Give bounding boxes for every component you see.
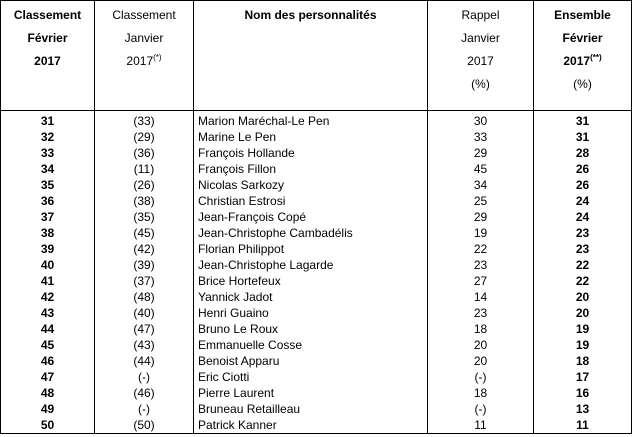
prev-rank-cell: (37)	[95, 273, 194, 289]
name-cell: Pierre Laurent	[194, 385, 428, 401]
total-cell: 22	[534, 257, 632, 273]
prev-rank-cell: (29)	[95, 129, 194, 145]
jan-recall-cell: 29	[428, 145, 534, 161]
jan-recall-cell: 23	[428, 257, 534, 273]
name-cell: Jean-Christophe Lagarde	[194, 257, 428, 273]
table-row	[1, 385, 632, 401]
total-cell: 26	[534, 161, 632, 177]
prev-rank-cell: (39)	[95, 257, 194, 273]
total-cell: 11	[534, 417, 632, 434]
header-text: Février	[562, 31, 603, 45]
jan-recall-cell: 34	[428, 177, 534, 193]
total-cell: 24	[534, 209, 632, 225]
total-cell: 31	[534, 129, 632, 145]
name-cell: Yannick Jadot	[194, 289, 428, 305]
header-text: (%)	[471, 77, 490, 91]
header-text: Ensemble	[554, 8, 611, 22]
jan-recall-cell: (-)	[428, 369, 534, 385]
jan-recall-cell: 20	[428, 337, 534, 353]
prev-rank-cell: (38)	[95, 193, 194, 209]
jan-recall-cell: 11	[428, 417, 534, 434]
prev-rank-cell: (47)	[95, 321, 194, 337]
prev-rank-cell: (36)	[95, 145, 194, 161]
table-row	[1, 401, 632, 417]
rank-cell: 48	[1, 385, 95, 401]
footnote-marker: (**)	[590, 53, 602, 62]
header-rank-jan	[95, 1, 194, 111]
table-header-row	[1, 1, 632, 111]
rank-cell: 35	[1, 177, 95, 193]
header-text: 2017	[126, 54, 154, 68]
rank-cell: 47	[1, 369, 95, 385]
rank-cell: 39	[1, 241, 95, 257]
prev-rank-cell: (-)	[95, 401, 194, 417]
prev-rank-cell: (11)	[95, 161, 194, 177]
header-jan-recall	[428, 1, 534, 111]
name-cell: Benoist Apparu	[194, 353, 428, 369]
table-row	[1, 289, 632, 305]
rank-cell: 44	[1, 321, 95, 337]
header-rank-feb	[1, 1, 95, 111]
name-cell: Bruneau Retailleau	[194, 401, 428, 417]
prev-rank-cell: (26)	[95, 177, 194, 193]
name-cell: Emmanuelle Cosse	[194, 337, 428, 353]
name-cell: Henri Guaino	[194, 305, 428, 321]
prev-rank-cell: (33)	[95, 111, 194, 130]
jan-recall-cell: 19	[428, 225, 534, 241]
prev-rank-cell: (43)	[95, 337, 194, 353]
name-cell: Nicolas Sarkozy	[194, 177, 428, 193]
jan-recall-cell: 27	[428, 273, 534, 289]
header-text: Février	[27, 31, 68, 45]
header-text: Classement	[13, 8, 82, 22]
prev-rank-cell: (-)	[95, 369, 194, 385]
prev-rank-cell: (48)	[95, 289, 194, 305]
rank-cell: 31	[1, 111, 95, 130]
name-cell: Jean-Christophe Cambadélis	[194, 225, 428, 241]
prev-rank-cell: (45)	[95, 225, 194, 241]
jan-recall-cell: 23	[428, 305, 534, 321]
table-row	[1, 273, 632, 289]
total-cell: 20	[534, 305, 632, 321]
table-row	[1, 417, 632, 434]
table-row	[1, 241, 632, 257]
jan-recall-cell: 30	[428, 111, 534, 130]
table-row	[1, 111, 632, 130]
rank-cell: 34	[1, 161, 95, 177]
prev-rank-cell: (40)	[95, 305, 194, 321]
total-cell: 19	[534, 321, 632, 337]
jan-recall-cell: 20	[428, 353, 534, 369]
jan-recall-cell: 22	[428, 241, 534, 257]
header-text: 2017	[34, 54, 61, 68]
total-cell: 23	[534, 241, 632, 257]
header-text: Janvier	[124, 31, 164, 45]
header-text: (%)	[573, 77, 592, 91]
prev-rank-cell: (44)	[95, 353, 194, 369]
rank-cell: 43	[1, 305, 95, 321]
table-row	[1, 225, 632, 241]
table-row	[1, 305, 632, 321]
prev-rank-cell: (35)	[95, 209, 194, 225]
rank-cell: 50	[1, 417, 95, 434]
total-cell: 22	[534, 273, 632, 289]
rank-cell: 40	[1, 257, 95, 273]
header-text: Rappel	[461, 8, 500, 22]
total-cell: 19	[534, 337, 632, 353]
total-cell: 16	[534, 385, 632, 401]
table-row	[1, 353, 632, 369]
name-cell: Brice Hortefeux	[194, 273, 428, 289]
jan-recall-cell: 18	[428, 385, 534, 401]
total-cell: 31	[534, 111, 632, 130]
name-cell: Jean-François Copé	[194, 209, 428, 225]
total-cell: 28	[534, 145, 632, 161]
table-row	[1, 145, 632, 161]
prev-rank-cell: (50)	[95, 417, 194, 434]
name-cell: Marion Maréchal-Le Pen	[194, 111, 428, 130]
header-text: 2017	[563, 54, 591, 68]
table-row	[1, 257, 632, 273]
name-cell: Patrick Kanner	[194, 417, 428, 434]
header-text: Classement	[112, 8, 176, 22]
total-cell: 17	[534, 369, 632, 385]
header-total-feb	[534, 1, 632, 111]
header-name	[194, 1, 428, 111]
rank-cell: 41	[1, 273, 95, 289]
table-row	[1, 177, 632, 193]
name-cell: Marine Le Pen	[194, 129, 428, 145]
total-cell: 20	[534, 289, 632, 305]
name-cell: Florian Philippot	[194, 241, 428, 257]
prev-rank-cell: (42)	[95, 241, 194, 257]
rank-cell: 33	[1, 145, 95, 161]
name-cell: Christian Estrosi	[194, 193, 428, 209]
name-cell: François Fillon	[194, 161, 428, 177]
header-text: Nom des personnalités	[244, 8, 377, 22]
prev-rank-cell: (46)	[95, 385, 194, 401]
table-row	[1, 161, 632, 177]
jan-recall-cell: 14	[428, 289, 534, 305]
jan-recall-cell: 18	[428, 321, 534, 337]
jan-recall-cell: 33	[428, 129, 534, 145]
jan-recall-cell: 25	[428, 193, 534, 209]
table-row	[1, 321, 632, 337]
header-text: 2017	[467, 54, 494, 68]
jan-recall-cell: 45	[428, 161, 534, 177]
rank-cell: 42	[1, 289, 95, 305]
table-row	[1, 337, 632, 353]
rank-cell: 49	[1, 401, 95, 417]
table-row	[1, 209, 632, 225]
name-cell: Eric Ciotti	[194, 369, 428, 385]
header-text: Janvier	[461, 31, 500, 45]
rank-cell: 46	[1, 353, 95, 369]
jan-recall-cell: (-)	[428, 401, 534, 417]
name-cell: François Hollande	[194, 145, 428, 161]
total-cell: 13	[534, 401, 632, 417]
total-cell: 24	[534, 193, 632, 209]
rank-cell: 45	[1, 337, 95, 353]
rank-cell: 36	[1, 193, 95, 209]
rank-cell: 37	[1, 209, 95, 225]
footnote-marker: (*)	[153, 53, 162, 62]
rank-cell: 38	[1, 225, 95, 241]
total-cell: 18	[534, 353, 632, 369]
total-cell: 23	[534, 225, 632, 241]
table-row	[1, 129, 632, 145]
name-cell: Bruno Le Roux	[194, 321, 428, 337]
rank-cell: 32	[1, 129, 95, 145]
table-row	[1, 369, 632, 385]
total-cell: 26	[534, 177, 632, 193]
jan-recall-cell: 29	[428, 209, 534, 225]
table-row	[1, 193, 632, 209]
